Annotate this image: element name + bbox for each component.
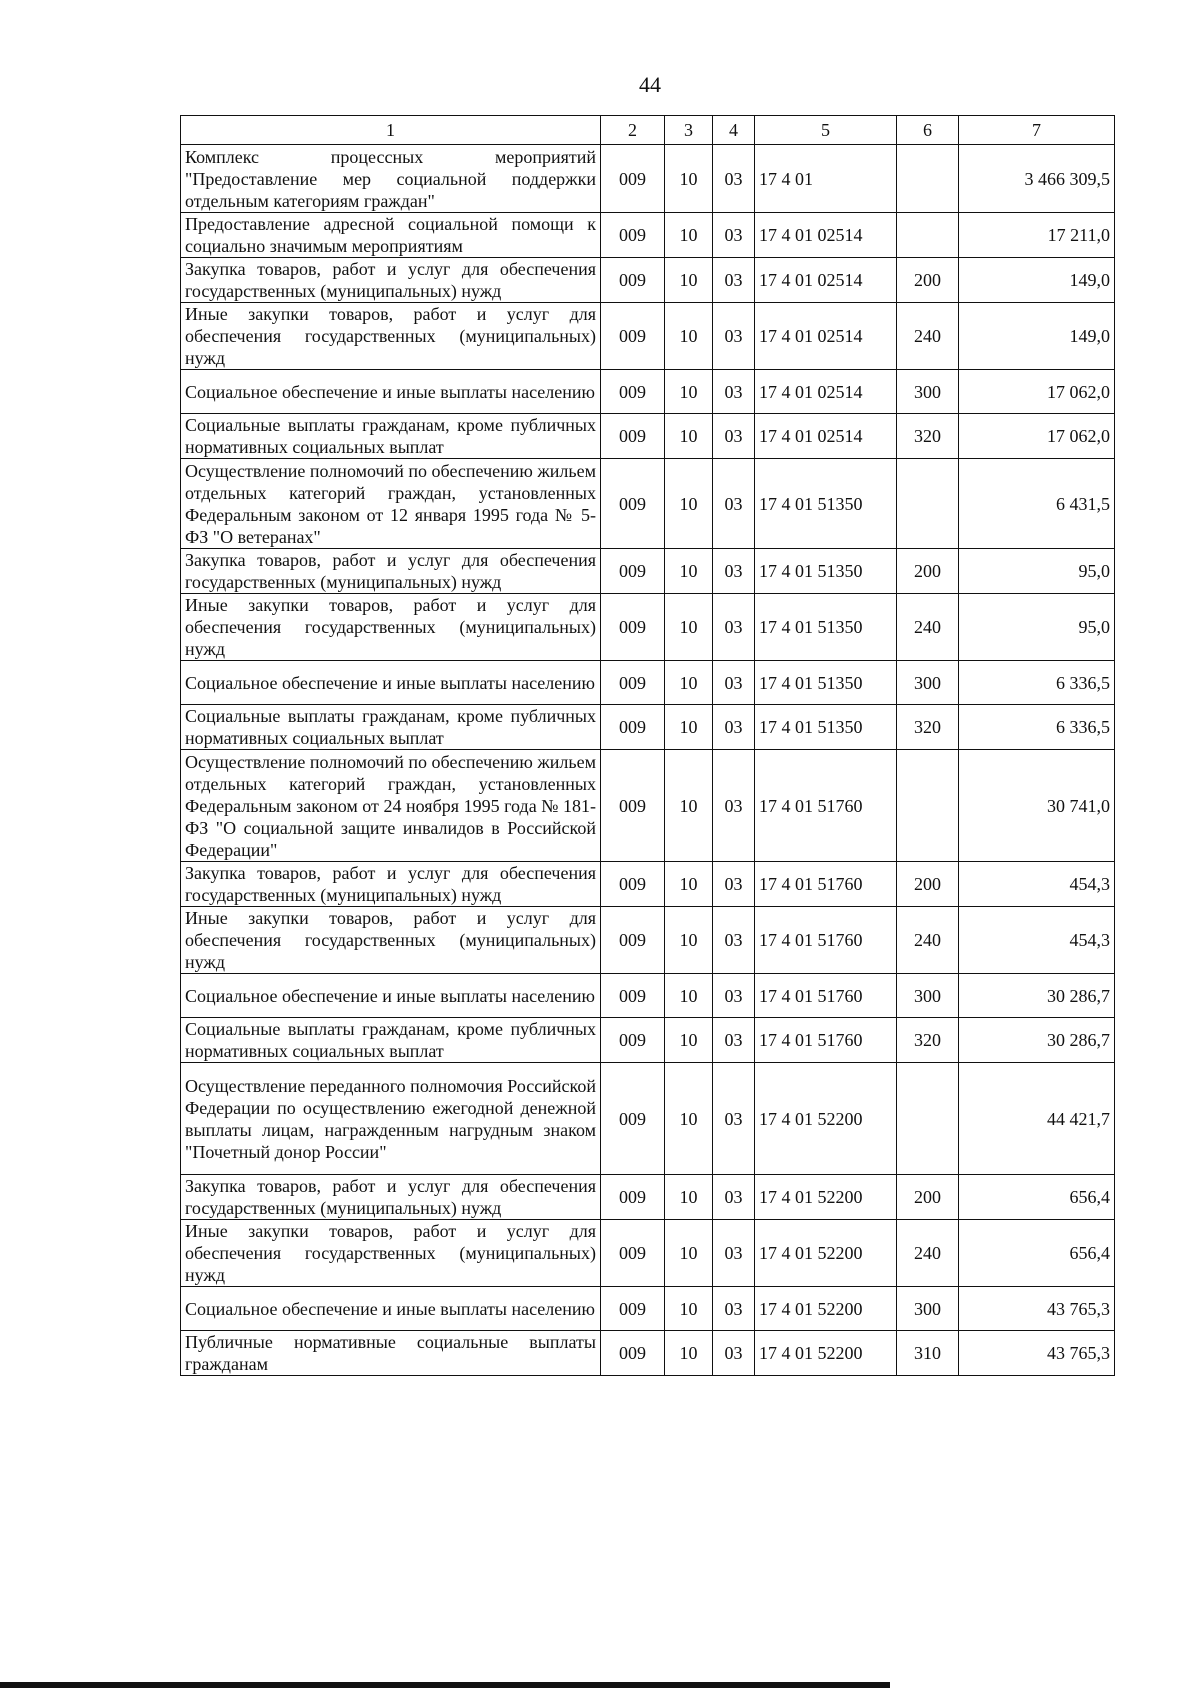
row-section: 10 [665, 414, 713, 459]
row-amount: 17 211,0 [959, 213, 1115, 258]
row-expense-type: 200 [897, 549, 959, 594]
row-admin-code: 009 [601, 661, 665, 705]
row-name: Социальное обеспечение и иные выплаты населению [181, 370, 601, 414]
row-subsection: 03 [713, 258, 755, 303]
row-expense-type: 300 [897, 370, 959, 414]
row-section: 10 [665, 1175, 713, 1220]
header-cell-5: 5 [755, 116, 897, 145]
row-target-article: 17 4 01 52200 [755, 1220, 897, 1287]
row-target-article: 17 4 01 51760 [755, 1018, 897, 1063]
row-expense-type: 200 [897, 862, 959, 907]
row-name: Социальные выплаты гражданам, кроме публичных нормативных социальных выплат [181, 414, 601, 459]
row-target-article: 17 4 01 51350 [755, 661, 897, 705]
row-admin-code: 009 [601, 862, 665, 907]
row-subsection: 03 [713, 1220, 755, 1287]
row-section: 10 [665, 1063, 713, 1175]
row-name: Социальные выплаты гражданам, кроме публичных нормативных социальных выплат [181, 1018, 601, 1063]
row-section: 10 [665, 1220, 713, 1287]
row-admin-code: 009 [601, 1018, 665, 1063]
row-amount: 6 431,5 [959, 459, 1115, 549]
row-target-article: 17 4 01 51760 [755, 750, 897, 862]
row-section: 10 [665, 661, 713, 705]
row-section: 10 [665, 303, 713, 370]
row-admin-code: 009 [601, 549, 665, 594]
row-subsection: 03 [713, 705, 755, 750]
table-row [181, 1018, 1115, 1063]
row-amount: 149,0 [959, 258, 1115, 303]
row-target-article: 17 4 01 51350 [755, 705, 897, 750]
header-cell-4: 4 [713, 116, 755, 145]
row-section: 10 [665, 1287, 713, 1331]
table-row [181, 862, 1115, 907]
row-subsection: 03 [713, 1331, 755, 1376]
row-amount: 454,3 [959, 907, 1115, 974]
page-number: 44 [639, 72, 661, 97]
row-name: Социальное обеспечение и иные выплаты населению [181, 1287, 601, 1331]
row-name: Комплекс процессных мероприятий "Предоставление мер социальной поддержки отдельным категориям граждан" [181, 145, 601, 213]
row-admin-code: 009 [601, 145, 665, 213]
row-target-article: 17 4 01 02514 [755, 258, 897, 303]
row-subsection: 03 [713, 907, 755, 974]
row-admin-code: 009 [601, 1287, 665, 1331]
row-admin-code: 009 [601, 1331, 665, 1376]
row-section: 10 [665, 258, 713, 303]
table-row [181, 974, 1115, 1018]
row-admin-code: 009 [601, 907, 665, 974]
row-section: 10 [665, 213, 713, 258]
row-admin-code: 009 [601, 1220, 665, 1287]
row-subsection: 03 [713, 1287, 755, 1331]
row-name: Закупка товаров, работ и услуг для обеспечения государственных (муниципальных) нужд [181, 258, 601, 303]
table-row [181, 414, 1115, 459]
row-name: Осуществление полномочий по обеспечению жильем отдельных категорий граждан, установленных Федеральным законом от 24 ноября 1995 года № 181-ФЗ "О социальной защите инвалидов в Российской Федерации" [181, 750, 601, 862]
row-section: 10 [665, 459, 713, 549]
row-expense-type [897, 213, 959, 258]
row-subsection: 03 [713, 414, 755, 459]
row-amount: 454,3 [959, 862, 1115, 907]
row-name: Осуществление полномочий по обеспечению жильем отдельных категорий граждан, установленных Федеральным законом от 12 января 1995 года № 5-ФЗ "О ветеранах" [181, 459, 601, 549]
row-name: Закупка товаров, работ и услуг для обеспечения государственных (муниципальных) нужд [181, 549, 601, 594]
table-row [181, 1220, 1115, 1287]
row-expense-type: 240 [897, 907, 959, 974]
row-amount: 17 062,0 [959, 370, 1115, 414]
row-admin-code: 009 [601, 705, 665, 750]
header-cell-1: 1 [181, 116, 601, 145]
row-amount: 30 286,7 [959, 1018, 1115, 1063]
row-subsection: 03 [713, 1175, 755, 1220]
table-row [181, 661, 1115, 705]
row-admin-code: 009 [601, 974, 665, 1018]
row-admin-code: 009 [601, 213, 665, 258]
row-amount: 95,0 [959, 594, 1115, 661]
row-section: 10 [665, 594, 713, 661]
row-name: Предоставление адресной социальной помощи к социально значимым мероприятиям [181, 213, 601, 258]
row-admin-code: 009 [601, 1063, 665, 1175]
row-section: 10 [665, 370, 713, 414]
row-name: Закупка товаров, работ и услуг для обеспечения государственных (муниципальных) нужд [181, 862, 601, 907]
row-name: Иные закупки товаров, работ и услуг для обеспечения государственных (муниципальных) нужд [181, 594, 601, 661]
row-target-article: 17 4 01 51760 [755, 974, 897, 1018]
row-expense-type: 240 [897, 303, 959, 370]
table-row [181, 1331, 1115, 1376]
row-amount: 30 741,0 [959, 750, 1115, 862]
row-subsection: 03 [713, 370, 755, 414]
row-target-article: 17 4 01 52200 [755, 1331, 897, 1376]
table-row [181, 303, 1115, 370]
row-expense-type: 320 [897, 1018, 959, 1063]
table-header [181, 116, 1115, 145]
row-subsection: 03 [713, 1063, 755, 1175]
row-admin-code: 009 [601, 414, 665, 459]
row-name: Иные закупки товаров, работ и услуг для обеспечения государственных (муниципальных) нужд [181, 303, 601, 370]
row-target-article: 17 4 01 52200 [755, 1287, 897, 1331]
row-subsection: 03 [713, 549, 755, 594]
row-subsection: 03 [713, 974, 755, 1018]
table-row [181, 594, 1115, 661]
row-target-article: 17 4 01 52200 [755, 1063, 897, 1175]
table-row [181, 370, 1115, 414]
row-subsection: 03 [713, 145, 755, 213]
row-amount: 44 421,7 [959, 1063, 1115, 1175]
row-section: 10 [665, 1018, 713, 1063]
row-expense-type: 200 [897, 1175, 959, 1220]
row-expense-type [897, 145, 959, 213]
row-expense-type: 320 [897, 414, 959, 459]
row-section: 10 [665, 750, 713, 862]
row-name: Закупка товаров, работ и услуг для обеспечения государственных (муниципальных) нужд [181, 1175, 601, 1220]
row-admin-code: 009 [601, 303, 665, 370]
row-amount: 95,0 [959, 549, 1115, 594]
table-row [181, 1175, 1115, 1220]
table-row [181, 213, 1115, 258]
table-row [181, 907, 1115, 974]
row-target-article: 17 4 01 51350 [755, 594, 897, 661]
row-name: Социальные выплаты гражданам, кроме публичных нормативных социальных выплат [181, 705, 601, 750]
row-target-article: 17 4 01 51760 [755, 862, 897, 907]
row-subsection: 03 [713, 862, 755, 907]
row-section: 10 [665, 549, 713, 594]
table-row [181, 1063, 1115, 1175]
row-expense-type: 300 [897, 1287, 959, 1331]
header-cell-7: 7 [959, 116, 1115, 145]
row-subsection: 03 [713, 661, 755, 705]
row-expense-type [897, 459, 959, 549]
row-target-article: 17 4 01 52200 [755, 1175, 897, 1220]
table-body [181, 145, 1115, 1376]
row-amount: 43 765,3 [959, 1331, 1115, 1376]
header-cell-2: 2 [601, 116, 665, 145]
row-admin-code: 009 [601, 370, 665, 414]
table-row [181, 1287, 1115, 1331]
row-amount: 6 336,5 [959, 705, 1115, 750]
row-section: 10 [665, 705, 713, 750]
row-name: Социальное обеспечение и иные выплаты населению [181, 661, 601, 705]
row-amount: 43 765,3 [959, 1287, 1115, 1331]
row-admin-code: 009 [601, 594, 665, 661]
row-target-article: 17 4 01 02514 [755, 303, 897, 370]
row-name: Иные закупки товаров, работ и услуг для обеспечения государственных (муниципальных) нужд [181, 907, 601, 974]
header-cell-3: 3 [665, 116, 713, 145]
row-subsection: 03 [713, 594, 755, 661]
row-amount: 656,4 [959, 1220, 1115, 1287]
row-section: 10 [665, 862, 713, 907]
row-expense-type [897, 750, 959, 862]
row-section: 10 [665, 145, 713, 213]
row-subsection: 03 [713, 750, 755, 862]
row-amount: 656,4 [959, 1175, 1115, 1220]
table-row [181, 258, 1115, 303]
row-amount: 30 286,7 [959, 974, 1115, 1018]
row-subsection: 03 [713, 213, 755, 258]
row-expense-type: 240 [897, 594, 959, 661]
table-row [181, 750, 1115, 862]
row-admin-code: 009 [601, 750, 665, 862]
row-name: Осуществление переданного полномочия Российской Федерации по осуществлению ежегодной денежной выплаты лицам, награжденным нагрудным знаком "Почетный донор России" [181, 1063, 601, 1175]
header-row [181, 116, 1115, 145]
row-target-article: 17 4 01 02514 [755, 370, 897, 414]
table-row [181, 145, 1115, 213]
row-amount: 149,0 [959, 303, 1115, 370]
table-row [181, 705, 1115, 750]
row-target-article: 17 4 01 51350 [755, 549, 897, 594]
row-subsection: 03 [713, 303, 755, 370]
row-expense-type: 300 [897, 974, 959, 1018]
row-section: 10 [665, 907, 713, 974]
row-expense-type [897, 1063, 959, 1175]
row-name: Иные закупки товаров, работ и услуг для обеспечения государственных (муниципальных) нужд [181, 1220, 601, 1287]
row-admin-code: 009 [601, 1175, 665, 1220]
row-section: 10 [665, 974, 713, 1018]
row-admin-code: 009 [601, 459, 665, 549]
budget-table [180, 115, 1115, 1376]
row-target-article: 17 4 01 02514 [755, 414, 897, 459]
row-expense-type: 240 [897, 1220, 959, 1287]
row-name: Публичные нормативные социальные выплаты гражданам [181, 1331, 601, 1376]
row-target-article: 17 4 01 [755, 145, 897, 213]
bottom-scan-edge [0, 1682, 890, 1688]
row-expense-type: 200 [897, 258, 959, 303]
row-amount: 6 336,5 [959, 661, 1115, 705]
row-target-article: 17 4 01 51760 [755, 907, 897, 974]
row-amount: 17 062,0 [959, 414, 1115, 459]
row-subsection: 03 [713, 1018, 755, 1063]
row-expense-type: 300 [897, 661, 959, 705]
row-target-article: 17 4 01 02514 [755, 213, 897, 258]
header-cell-6: 6 [897, 116, 959, 145]
row-amount: 3 466 309,5 [959, 145, 1115, 213]
row-expense-type: 320 [897, 705, 959, 750]
row-section: 10 [665, 1331, 713, 1376]
table-row [181, 459, 1115, 549]
row-name: Социальное обеспечение и иные выплаты населению [181, 974, 601, 1018]
row-target-article: 17 4 01 51350 [755, 459, 897, 549]
row-expense-type: 310 [897, 1331, 959, 1376]
row-admin-code: 009 [601, 258, 665, 303]
row-subsection: 03 [713, 459, 755, 549]
table-row [181, 549, 1115, 594]
